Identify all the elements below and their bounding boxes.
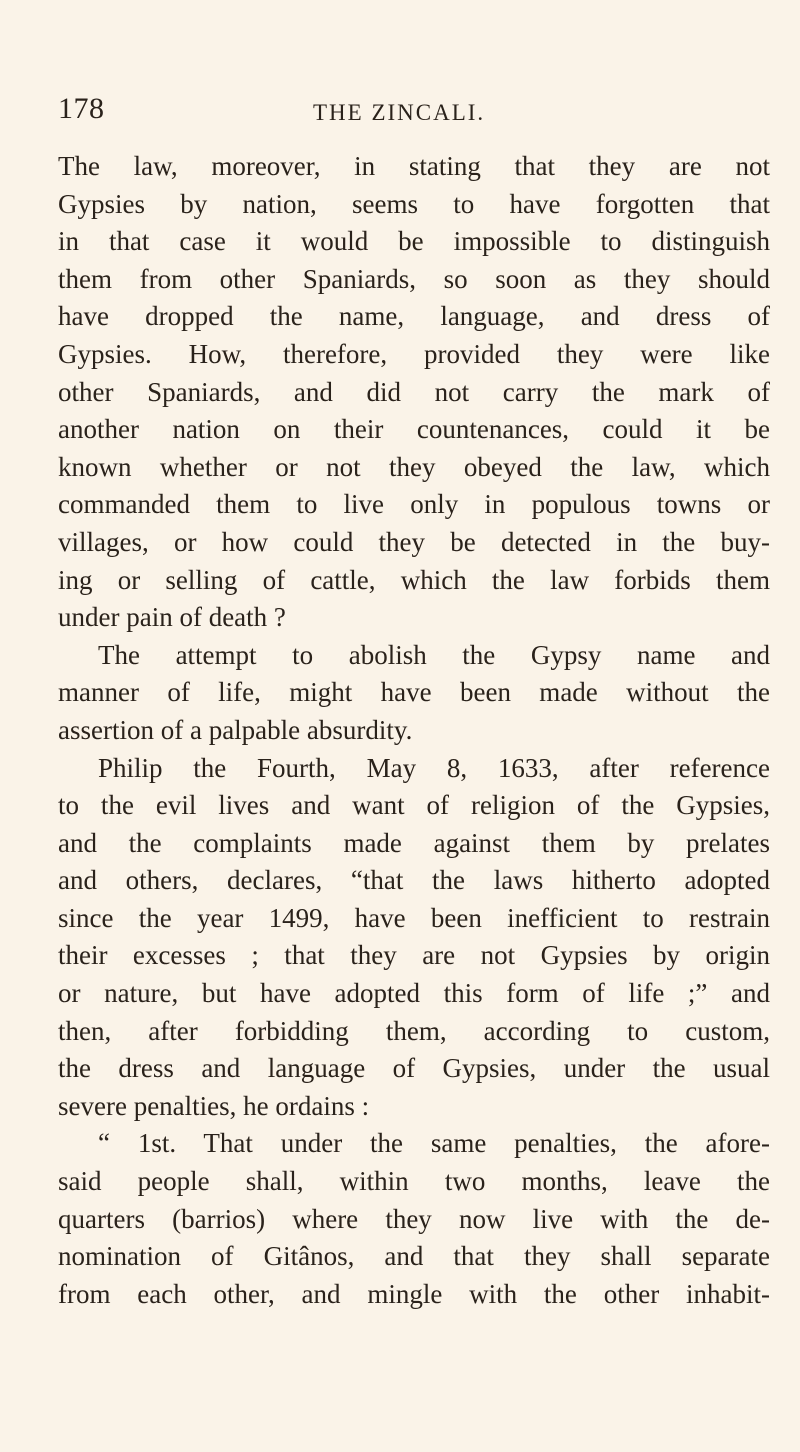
text-line: another nation on their countenances, could it be: [58, 414, 770, 445]
text-line: and others, declares, “that the laws hitherto adopted: [58, 865, 770, 896]
text-line: their excesses ; that they are not Gypsies by origin: [58, 940, 770, 971]
page-header: [58, 92, 770, 132]
text-line: have dropped the name, language, and dress of: [58, 301, 770, 332]
text-line: Gypsies. How, therefore, provided they were like: [58, 338, 770, 369]
text-line: known whether or not they obeyed the law, which: [58, 451, 770, 482]
text-line: since the year 1499, have been inefficient to restrain: [58, 902, 770, 933]
text-line: said people shall, within two months, leave the: [58, 1166, 770, 1197]
text-line: manner of life, might have been made without the: [58, 677, 770, 708]
body-text: [58, 148, 770, 1313]
text-line: “ 1st. That under the same penalties, the afore-: [98, 1128, 770, 1159]
text-line: Gypsies by nation, seems to have forgotten that: [58, 188, 770, 219]
text-line: from each other, and mingle with the other inhabit-: [58, 1278, 770, 1309]
text-line: other Spaniards, and did not carry the mark of: [58, 376, 770, 407]
text-line: ing or selling of cattle, which the law forbids them: [58, 564, 770, 595]
text-line: severe penalties, he ordains :: [58, 1090, 370, 1121]
text-line: and the complaints made against them by prelates: [58, 827, 770, 858]
text-line: to the evil lives and want of religion of the Gypsies,: [58, 790, 770, 821]
text-line: in that case it would be impossible to distinguish: [58, 226, 770, 257]
text-line: then, after forbidding them, according to custom,: [58, 1015, 770, 1046]
text-line: The attempt to abolish the Gypsy name and: [98, 639, 770, 670]
text-line: or nature, but have adopted this form of life ;” and: [58, 978, 770, 1009]
text-line: them from other Spaniards, so soon as they should: [58, 263, 770, 294]
text-line: assertion of a palpable absurdity.: [58, 714, 413, 745]
text-line: villages, or how could they be detected in the buy-: [58, 526, 770, 557]
text-line: under pain of death ?: [58, 602, 286, 633]
text-line: Philip the Fourth, May 8, 1633, after reference: [98, 752, 770, 783]
text-line: commanded them to live only in populous towns or: [58, 489, 770, 520]
page-number: 178: [58, 92, 105, 125]
text-line: nomination of Gitânos, and that they shall separate: [58, 1241, 770, 1272]
text-line: The law, moreover, in stating that they are not: [58, 151, 770, 181]
text-line: quarters (barrios) where they now live with the de-: [58, 1203, 770, 1234]
running-head: THE ZINCALI.: [313, 100, 486, 125]
text-line: the dress and language of Gypsies, under the usual: [58, 1053, 770, 1084]
